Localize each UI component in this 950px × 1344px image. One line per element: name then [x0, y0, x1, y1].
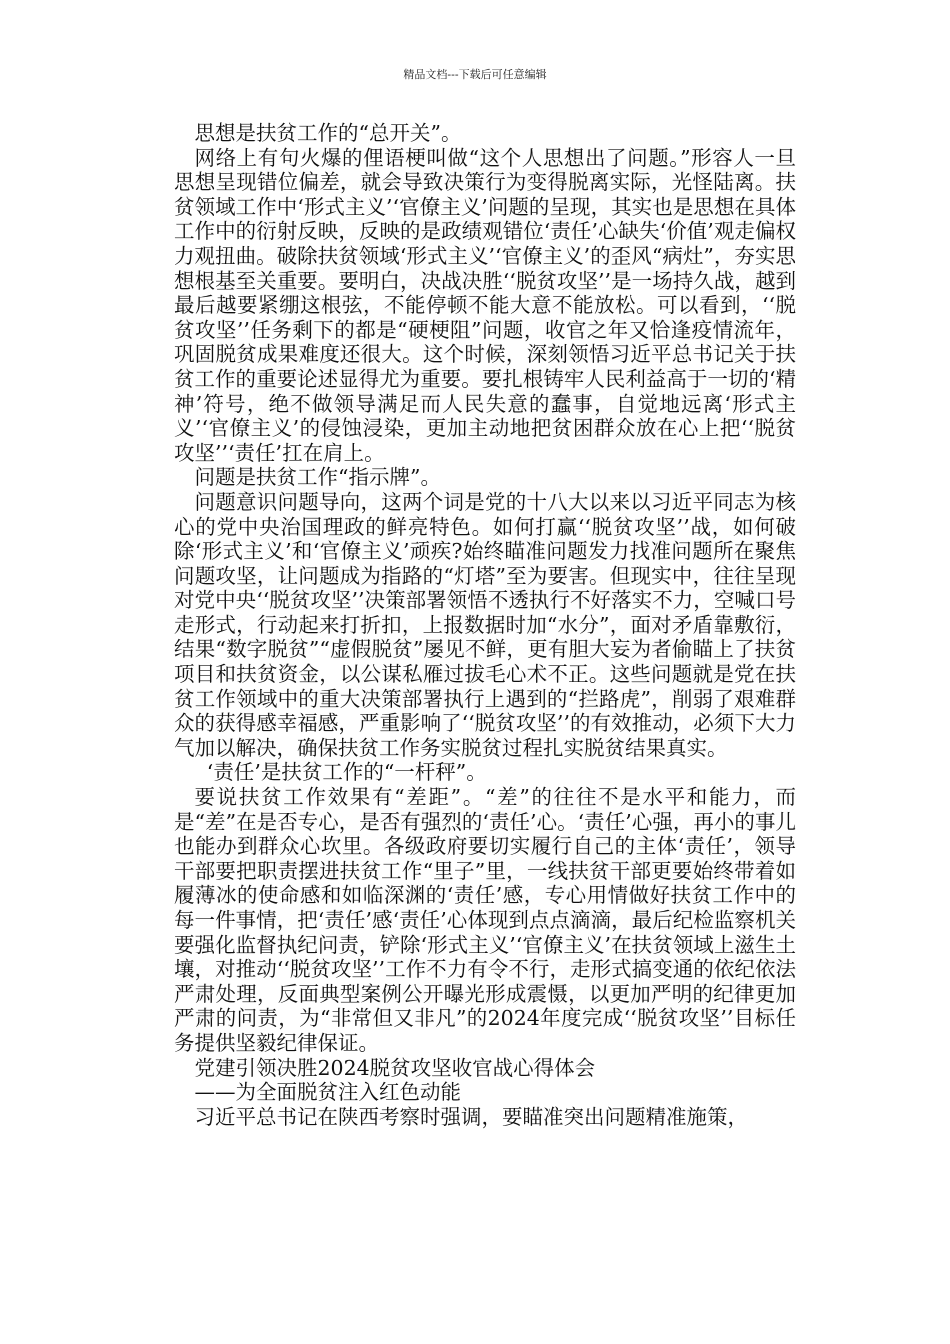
- section-heading-problem: 问题是扶贫工作“指示牌”。: [194, 465, 441, 490]
- document-body: [174, 121, 796, 1129]
- paragraph-opening: 习近平总书记在陕西考察时强调，要瞄准突出问题精准施策，: [194, 1104, 748, 1129]
- section-heading-responsibility: ‘责任’是扶贫工作的“一杆秤”。: [206, 760, 487, 785]
- paragraph-responsibility: 要说扶贫工作效果有“差距”。“差”的往往不是水平和能力，而是“差”在是否专心，是否有强烈的‘责任’心。‘责任’心强，再小的事儿也能办到群众心坎里。各级政府要切实履行自己的主体‘责任’，领导干部要把职责摆进扶贫工作“里子”里，一线扶贫干部更要始终带着如履薄冰的使命感和如临深渊的‘责任’感，专心用情做好扶贫工作中的每一件事情，把‘责任’感‘责任’心体现到点点滴滴，最后纪检监察机关要强化监督执纪问责，铲除‘形式主义’‘官僚主义’在扶贫领域上滋生土壤，对推动‘‘脱贫攻坚’’工作不力有令不行，走形式搞变通的依纪依法严肃处理，反面典型案例公开曝光形成震慑，以更加严明的纪律更加严肃的问责，为“非常但又非凡”的2024年度完成‘‘脱贫攻坚’’目标任务提供坚毅纪律保证。: [174, 785, 796, 1055]
- paragraph-thought: 网络上有句火爆的俚语梗叫做“这个人思想出了问题。”形容人一旦思想呈现错位偏差，就会导致决策行为变得脱离实际，光怪陆离。扶贫领域工作中‘形式主义’‘官僚主义’问题的呈现，其实也是思想在具体工作中的衍射反映，反映的是政绩观错位‘责任’心缺失‘价值’观走偏权力观扭曲。破除扶贫领域‘形式主义’‘官僚主义’的歪风“病灶”，夯实思想根基至关重要。要明白，决战决胜‘‘脱贫攻坚’’是一场持久战，越到最后越要紧绷这根弦，不能停顿不能大意不能放松。可以看到，‘‘脱贫攻坚’’任务剩下的都是“硬梗阻”问题，收官之年又恰逢疫情流年，巩固脱贫成果难度还很大。这个时候，深刻领悟习近平总书记关于扶贫工作的重要论述显得尤为重要。要扎根铸牢人民利益高于一切的‘精神’符号，绝不做领导满足而人民失意的蠢事，自觉地远离‘形式主义’‘官僚主义’的侵蚀浸染，更加主动地把贫困群众放在心上把‘‘脱贫攻坚’’‘责任’扛在肩上。: [174, 145, 796, 465]
- section-heading-thought: 思想是扶贫工作的“总开关”。: [194, 121, 462, 145]
- paragraph-problem: 问题意识问题导向，这两个词是党的十八大以来以习近平同志为核心的党中央治国理政的鲜亮特色。如何打赢‘‘脱贫攻坚’’战，如何破除‘形式主义’和‘官僚主义’顽疾?始终瞄准问题发力找准问题所在聚焦问题攻坚，让问题成为指路的“灯塔”至为要害。但现实中，往往呈现对党中央‘‘脱贫攻坚’’决策部署领悟不透执行不好落实不力，空喊口号走形式，行动起来打折扣，上报数据时加“水分”，面对矛盾靠敷衍，结果“数字脱贫”“虚假脱贫”屡见不鲜，更有胆大妄为者偷瞄上了扶贫项目和扶贫资金，以公谋私雁过拔毛心术不正。这些问题就是党在扶贫工作领域中的重大决策部署执行上遇到的“拦路虎”，削弱了艰难群众的获得感幸福感，严重影响了‘‘脱贫攻坚’’的有效推动，必须下大力气加以解决，确保扶贫工作务实脱贫过程扎实脱贫结果真实。: [174, 489, 796, 760]
- article-title: 党建引领决胜2024脱贫攻坚收官战心得体会: [194, 1055, 596, 1080]
- article-subtitle: ——为全面脱贫注入红色动能: [194, 1080, 461, 1105]
- page-header: 精品文档---下载后可任意编辑: [403, 68, 547, 81]
